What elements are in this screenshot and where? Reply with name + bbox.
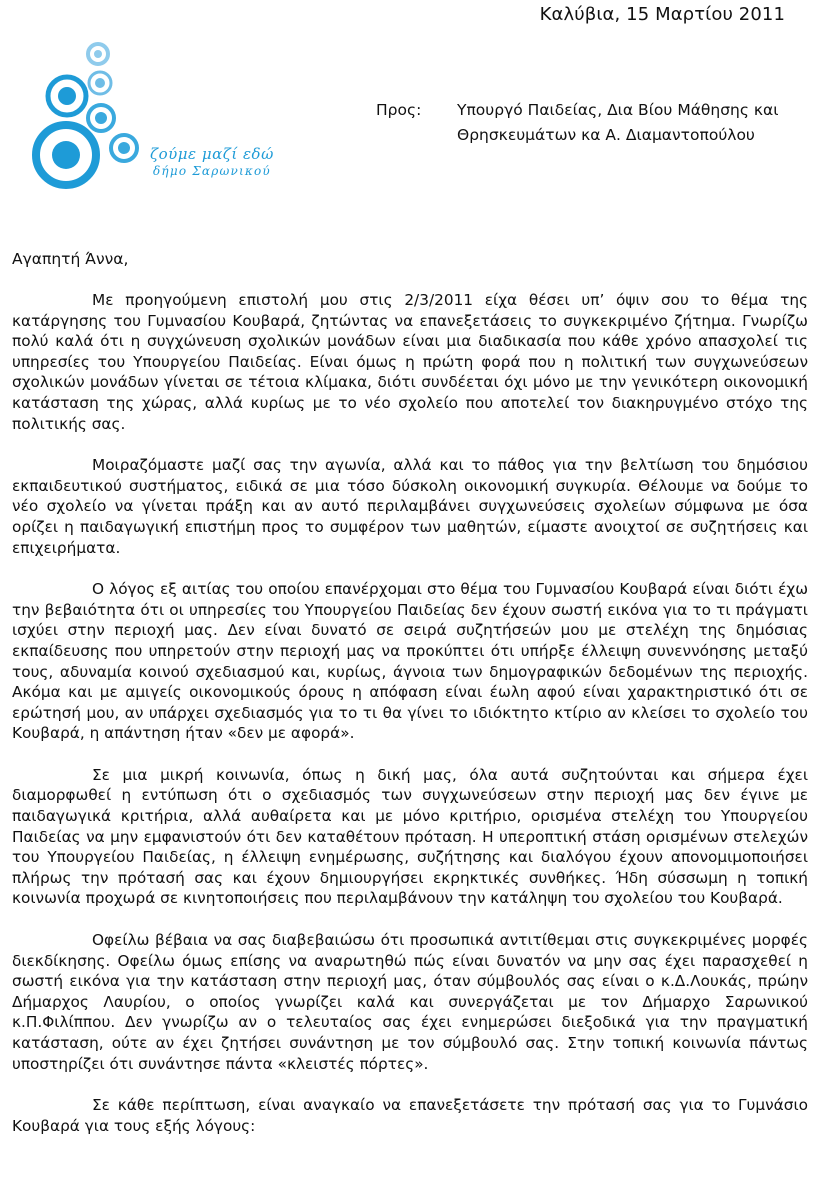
logo-municipality: δήμο Σαρωνικού [153,164,271,178]
recipient-label: Προς: [376,101,422,119]
recipient-line-1: Υπουργό Παιδείας, Δια Βίου Μάθησης και [457,101,779,119]
letter-greeting: Αγαπητή Άννα, [12,250,129,268]
paragraph: Μοιραζόμαστε μαζί σας την αγωνία, αλλά και το πάθος για την βελτίωση του δημόσιου εκπαιδευτικού συστήματος, ειδικά σε μια τόσο δύσκολη οικονομική συγκυρία. Θέλουμε να δούμε το νέο σχολείο να γίνεται πράξη και αν αυτό περιλαμβάνει συγχωνεύσεις σχολείων σύμφωνα με όσα ορίζει η παιδαγωγική επιστήμη προς το συμφέρον των μαθητών, είμαστε ανοιχτοί σε συζητήσεις και επιχειρήματα. [12,456,808,557]
municipality-logo [20,36,310,196]
recipient-line-2: Θρησκευμάτων κα Α. Διαμαντοπούλου [457,126,755,144]
letter-body [12,290,808,1157]
paragraph: Οφείλω βέβαια να σας διαβεβαιώσω ότι προσωπικά αντιτίθεμαι στις συγκεκριμένες μορφές διεκδίκησης. Οφείλω όμως επίσης να αναρωτηθώ πώς είναι δυνατόν να μην σας έχει παρασχεθεί η σωστή εικόνα για την κατάσταση στην περιοχή μας, όταν σύμβουλός σας είναι ο κ.Δ.Λουκάς, πρώην Δήμαρχος Λαυρίου, ο οποίος γνωρίζει καλά και συνεργάζεται με τον Δήμαρχο Σαρωνικού κ.Π.Φιλίππου. Δεν γνωρίζω αν ο τελευταίος σας έχει ενημερώσει διεξοδικά για την πραγματική κατάσταση, ούτε αν έχει ζητήσει συνάντηση με τον σύμβουλό σας. Στην τοπική κοινωνία πάντως υποστηρίζει ότι συνάντησε πάντα «κλειστές πόρτες». [12,931,808,1073]
date-line: Καλύβια, 15 Μαρτίου 2011 [539,4,785,25]
paragraph: Ο λόγος εξ αιτίας του οποίου επανέρχομαι στο θέμα του Γυμνασίου Κουβαρά είναι διότι έχω την βεβαιότητα ότι οι υπηρεσίες του Υπουργείου Παιδείας δεν έχουν σωστή εικόνα για το τι πράγματι ισχύει στην περιοχή μας. Δεν είναι δυνατό σε σειρά συζητήσεών μου με στελέχη της δημόσιας εκπαίδευσης που υπηρετούν στην περιοχή μας να προκύπτει ότι υπήρξε έλλειψη συνεννόησης μεταξύ τους, αδυναμία κοινού σχεδιασμού και, κυρίως, άγνοια των δημογραφικών δεδομένων της περιοχής. Ακόμα και με αμιγείς οικονομικούς όρους η απόφαση είναι έωλη αφού είναι χαρακτηριστικό ότι σε ερώτησή μου, αν υπάρχει σχεδιασμός για το τι θα γίνει το ιδιόκτητο κτίριο αν κλείσει το σχολείο του Κουβαρά, η απάντηση ήταν «δεν με αφορά». [12,580,808,743]
paragraph: Σε κάθε περίπτωση, είναι αναγκαίο να επανεξετάσετε την πρότασή σας για το Γυμνάσιο Κουβαρά για τους εξής λόγους: [12,1096,808,1135]
paragraph: Με προηγούμενη επιστολή μου στις 2/3/2011 είχα θέσει υπ’ όψιν σου το θέμα της κατάργησης του Γυμνασίου Κουβαρά, ζητώντας να επανεξετάσεις το συγκεκριμένο ζήτημα. Γνωρίζω πολύ καλά ότι η συγχώνευση σχολικών μονάδων είναι μια διαδικασία που κάθε χρόνο απασχολεί τις υπηρεσίες του Υπουργείου Παιδείας. Είναι όμως η πρώτη φορά που η πολιτική των συγχωνεύσεων σχολικών μονάδων γίνεται σε τέτοια κλίμακα, διότι συνδέεται όχι μόνο με την γενικότερη οικονομική κατάσταση της χώρας, αλλά κυρίως με το νέο σχολείο που αποτελεί τον διακηρυγμένο στόχο της πολιτικής σας. [12,291,808,433]
paragraph: Σε μια μικρή κοινωνία, όπως η δική μας, όλα αυτά συζητούνται και σήμερα έχει διαμορφωθεί η εντύπωση ότι ο σχεδιασμός των συγχωνεύσεων στην περιοχή μας δεν έγινε με παιδαγωγικά κριτήρια, αλλά αυθαίρετα και με μόνο κριτήριο, ορισμένα στελέχη του Υπουργείου Παιδείας να μην εμφανιστούν ότι δεν καταθέτουν πρόταση. Η υπεροπτική στάση ορισμένων στελεχών του Υπουργείου Παιδείας, η έλλειψη ενημέρωσης, συζήτησης και διαλόγου έχουν απονομιμοποιήσει πλήρως την πρότασή σας και έχουν δημιουργήσει εκρηκτικές συνθήκες. Ήδη σύσσωμη η τοπική κοινωνία προχωρά σε κινητοποιήσεις που περιλαμβάνουν την κατάληψη του σχολείου του Κουβαρά. [12,765,808,908]
logo-slogan: ζούμε μαζί εδώ [150,145,274,163]
